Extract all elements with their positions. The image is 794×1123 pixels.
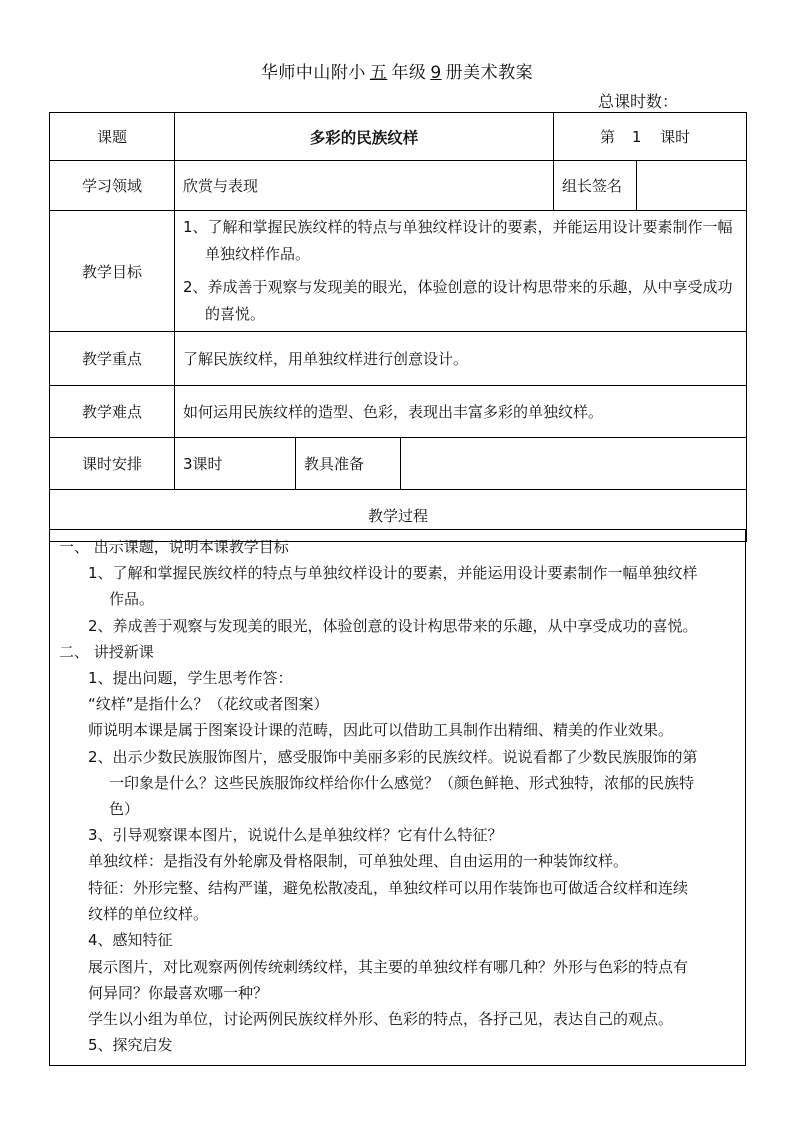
- field-value: 欣赏与表现: [175, 161, 554, 211]
- title-prefix: 华师中山附小: [260, 63, 366, 83]
- process-line: 一印象是什么？这些民族服饰纹样给你什么感觉？（颜色鲜艳、形式独特，浓郁的民族特: [109, 774, 695, 792]
- process-line: 特征：外形完整、结构严谨，避免松散凌乱，单独纹样可以用作装饰也可做适合纹样和连续: [88, 879, 689, 897]
- process-line: 作品。: [109, 590, 155, 608]
- goal-item: 1、了解和掌握民族纹样的特点与单独纹样设计的要素，并能运用设计要素制作一幅单独纹样作品。: [183, 218, 733, 263]
- book-value: 9: [430, 63, 442, 83]
- key-label: 教学重点: [50, 332, 175, 386]
- process-line: 何异同？你最喜欢哪一种？: [88, 984, 269, 1002]
- process-line: 一、 出示课题，说明本课教学目标: [59, 538, 289, 556]
- tools-label: 教具准备: [296, 438, 401, 490]
- topic-label: 课题: [50, 113, 175, 161]
- schedule-value: 3课时: [175, 438, 296, 490]
- process-body: [49, 529, 746, 1066]
- goal-label: 教学目标: [50, 211, 175, 332]
- process-line: 师说明本课是属于图案设计课的范畴，因此可以借助工具制作出精细、精美的作业效果。: [88, 721, 674, 739]
- field-label: 学习领域: [50, 161, 175, 211]
- process-line: 二、 讲授新课: [59, 643, 154, 661]
- lesson-num: 1: [631, 128, 642, 146]
- lesson-unit: 课时: [660, 128, 691, 146]
- process-line: 色）: [109, 800, 140, 818]
- page-title: [0, 58, 794, 83]
- goal-item: 2、养成善于观察与发现美的眼光，体验创意的设计构思带来的乐趣，从中享受成功的喜悦。: [183, 278, 733, 323]
- schedule-label: 课时安排: [50, 438, 175, 490]
- grade-value: 五: [369, 63, 388, 83]
- grade-suffix: 年级: [391, 63, 427, 83]
- process-line: 5、探究启发: [88, 1036, 173, 1054]
- goal-cell: [175, 211, 747, 332]
- process-line: 纹样的单位纹样。: [88, 905, 209, 923]
- process-line: “纹样”是指什么？（花纹或者图案）: [88, 695, 329, 713]
- lesson-di: 第: [600, 128, 616, 146]
- total-hours-label: 总课时数：: [597, 92, 678, 111]
- process-line: 3、引导观察课本图片，说说什么是单独纹样？它有什么特征？: [88, 826, 503, 844]
- difficulty-value: 如何运用民族纹样的造型、色彩，表现出丰富多彩的单独纹样。: [175, 386, 747, 438]
- process-line: 4、感知特征: [88, 931, 173, 949]
- process-line: 2、出示少数民族服饰图片，感受服饰中美丽多彩的民族纹样。说说看都了少数民族服饰的第: [88, 748, 698, 766]
- lesson-plan-table: [49, 112, 747, 542]
- process-line: 1、了解和掌握民族纹样的特点与单独纹样设计的要素，并能运用设计要素制作一幅单独纹样: [88, 564, 698, 582]
- leader-label: 组长签名: [554, 161, 637, 211]
- topic-value: 多彩的民族纹样: [175, 113, 554, 161]
- lesson-number-cell: [554, 113, 747, 161]
- difficulty-label: 教学难点: [50, 386, 175, 438]
- key-value: 了解民族纹样，用单独纹样进行创意设计。: [175, 332, 747, 386]
- process-line: 2、养成善于观察与发现美的眼光，体验创意的设计构思带来的乐趣，从中享受成功的喜悦。: [88, 617, 698, 635]
- process-line: 学生以小组为单位，讨论两例民族纹样外形、色彩的特点，各抒己见，表达自己的观点。: [88, 1010, 674, 1028]
- title-suffix: 册美术教案: [445, 63, 534, 83]
- process-line: 展示图片，对比观察两例传统刺绣纹样，其主要的单独纹样有哪几种？外形与色彩的特点有: [88, 958, 689, 976]
- leader-value: [637, 161, 747, 211]
- process-line: 单独纹样：是指没有外轮廓及骨格限制，可单独处理、自由运用的一种装饰纹样。: [88, 852, 629, 870]
- process-line: 1、提出问题，学生思考作答：: [88, 669, 293, 687]
- process-label: 教学过程: [50, 490, 747, 542]
- tools-value: [401, 438, 747, 490]
